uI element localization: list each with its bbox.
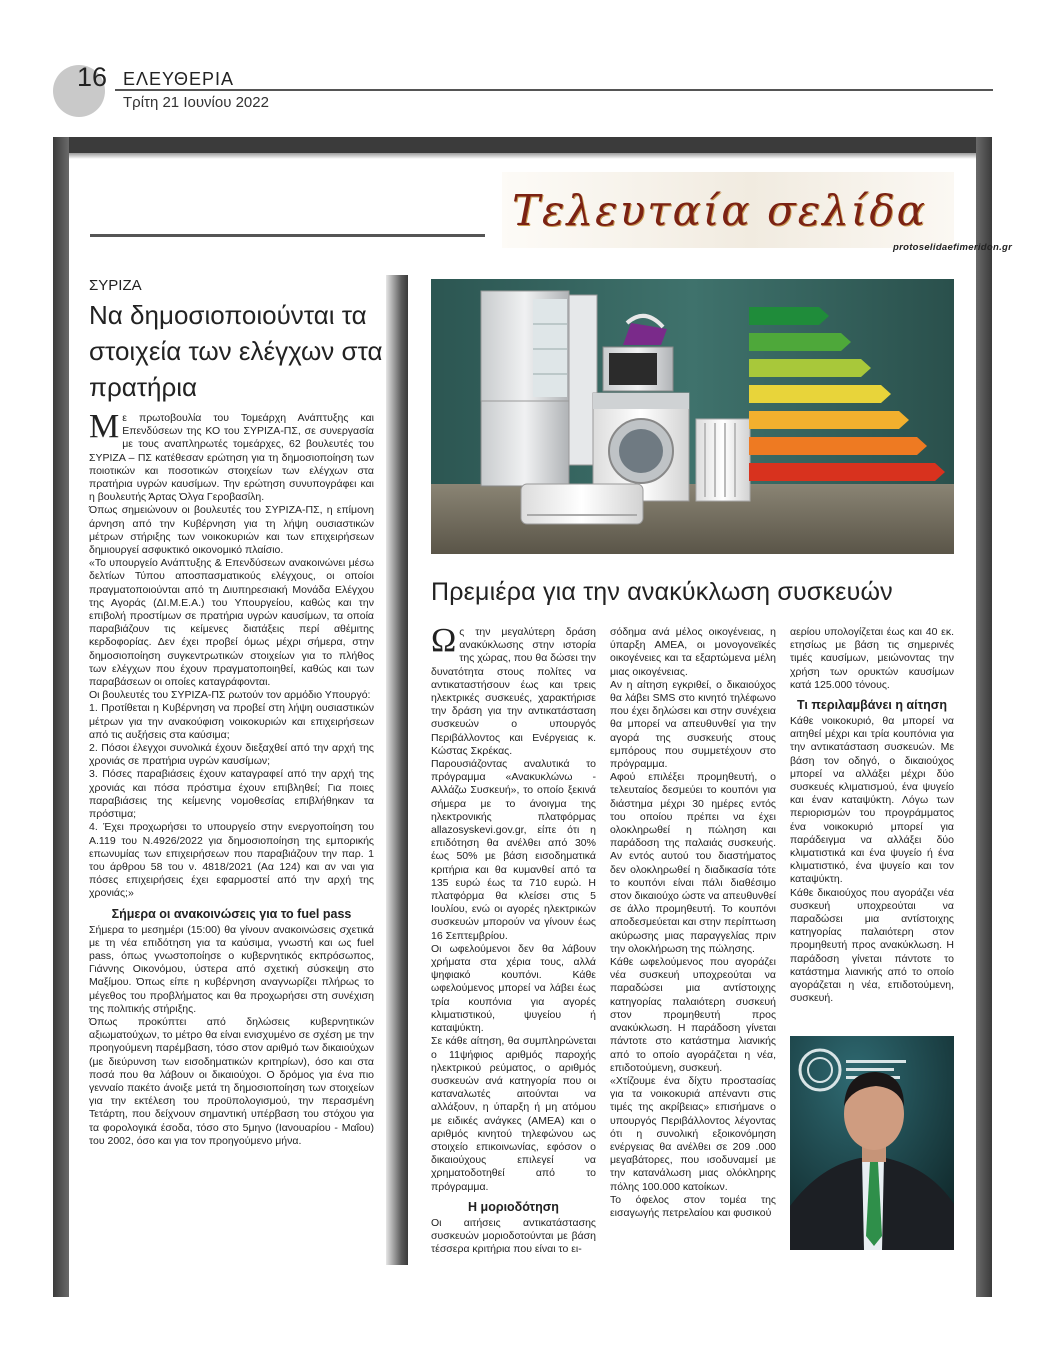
source-watermark: protoselidaefimeridon.gr [893, 242, 1013, 253]
header-rule [115, 89, 993, 91]
question-item: 1. Προτίθεται η Κυβέρνηση να προβεί στη λήψη ουσιαστικών μέτρων για την ανακούφιση νοικοκυριών και επιχειρήσεων από τις αυξήσεις στα καύσιμα; [89, 702, 374, 741]
frame-top-bar [53, 137, 991, 153]
main-article-paragraph: Οι αιτήσεις αντικατάστασης συσκευών μοριοδοτούνται με βάση τέσσερα κριτήρια που είναι το ει- [431, 1216, 596, 1256]
left-article-paragraph: Όπως προκύπτει από δηλώσεις κυβερνητικών αξιωματούχων, το μέτρο θα είναι ενισχυμένο σε σχέση με την προηγούμενη παρέμβαση, τόσο στον αριθμό των δικαιούχων (με διεύρυνση των εισοδηματικών κριτηρίων), όσο και στα ποσά που θα λάβουν οι δικαιούχοι. Ο δρόμος για ένα πιο γενναίο πακέτο άνοιξε μετά τη δημοσιοποίηση των στοιχείων για την εκτέλεση του προϋπολογισμού, την περασμένη Τετάρτη, που δείχνουν σημαντική υπέρβαση του στόχου για τα φορολογικά έσοδα, τόσο στο 5μηνο (Ιανουαρίου - Μαΐου) του 2002, όσο και για τον προηγούμενο μήνα. [89, 1015, 374, 1147]
main-article-column-1 [431, 622, 596, 1256]
left-article-paragraph: «Το υπουργείο Ανάπτυξης & Επενδύσεων ανακοινώνει μέσω δελτίων Τύπου αποσπασματικούς ελέγχους, οι οποίοι πραγματοποιούνται από τη Διυπηρεσιακή Μονάδα Ελέγχου της Αγοράς (ΔΙ.Μ.Ε.Α.) του Υπουργείου, καθώς και την επιβολή προστίμων σε πρατήρια υγρών καυσίμων, τα οποία παραβιάζουν τις κείμενες διατάξεις περί αθέμιτης κερδοφορίας. Δεν έχει προβεί όμως μέχρι σήμερα, στην δημοσιοποίηση συγκεντρωτικών στοιχείων για το πλήθος των ελέγχων που έχουν πραγματοποιηθεί, καθώς και των παραβάσεων οι οποίες καταγράφονται. [89, 557, 374, 689]
main-article-paragraph: Το όφελος στον τομέα της εισαγωγής πετρελαίου και φυσικού [610, 1193, 776, 1219]
minister-portrait [790, 1036, 954, 1250]
main-article-paragraph: Αν η αίτηση εγκριθεί, ο δικαιούχος θα λάβει SMS στο κινητό τηλέφωνο που έχει δηλώσει και στην συνέχεια θα μπορεί να απευθυνθεί για την αγορά της συσκευής στους εμπόρους που συμμετέχουν στο πρόγραμμα. [610, 678, 776, 771]
frame-right-bar [976, 137, 992, 1297]
appliances-photo [431, 279, 954, 554]
main-article-paragraph: αερίου υπολογίζεται έως και 40 εκ. ετησίως με βάση τις σημερινές τιμές καυσίμων, μειώνοντας την χρήση των ορυκτών καυσίμων κατά 125.000 τόνους. [790, 626, 954, 691]
frame-left-bar [53, 137, 69, 1297]
newspaper-name: ΕΛΕΥΘΕΡΙΑ [123, 69, 235, 89]
main-article-paragraph: «Χτίζουμε ένα δίχτυ προστασίας για τα νοικοκυριά απέναντι στις τιμές της ακρίβειας» επισήμανε ο υπουργός Περιβάλλοντος λέγοντας ότι η συνολική εξοικονόμηση ενέργειας θα ανέλθει σε 209 .000 μεγαβάτορες, που ισοδυναμεί με την κατανάλωση μιας ολόκληρης πόλης 100.000 κατοίκων. [610, 1074, 776, 1193]
left-article-paragraph: Με πρωτοβουλία του Τομεάρχη Ανάπτυξης και Επενδύσεων της ΚΟ του ΣΥΡΙΖΑ-ΠΣ, σε συνεργασία με τους αναπληρωτές τομεάρχες, 62 βουλευτές του ΣΥΡΙΖΑ – ΠΣ κατέθεσαν ερώτηση για τη δημοσιοποίηση των ποιοτικών και ποσοτικών στοιχείων των ελέγχων στα πρατήρια υγρών καυσίμων. Την ερώτηση συνυπογράφει και η βουλευτής Άρτας Όλγα Γεροβασίλη. [89, 408, 374, 504]
main-article-paragraph: Οι ωφελούμενοι δεν θα λάβουν χρήματα στα χέρια τους, αλλά ψηφιακό κουπόνι. Κάθε ωφελούμενος μπορεί να λάβει έως τρία κουπόνια για αγορές κλιματιστικού, ψυγείου ή καταψύκτη. [431, 942, 596, 1035]
left-article-headline: Να δημοσιοποιούνται τα στοιχεία των ελέγχων στα πρατήρια [89, 300, 383, 402]
main-article-subheading: Τι περιλαμβάνει η αίτηση [796, 698, 947, 713]
page-number: 16 [77, 62, 108, 92]
main-article-column-3 [790, 626, 954, 1028]
banner-rule [90, 234, 485, 237]
column-divider [386, 275, 408, 1265]
main-article-title: Πρεμιέρα για την ανακύκλωση συσκευών [431, 578, 893, 606]
issue-date: Τρίτη 21 Ιουνίου 2022 [123, 94, 269, 111]
main-article-paragraph: Κάθε νοικοκυριό, θα μπορεί να αιτηθεί μέχρι και τρία κουπόνια για την αντικατάσταση συσκευών. Με βάση τον οδηγό, ο δικαιούχος μπορεί να αλλάξει μέχρι δύο συσκευές κλιματισμού, ένα ψυγείο και έναν καταψύκτη. Λόγω των περιορισμών του προγράμματος ένα νοικοκυριό μπορεί για παράδειγμα να αλλάξει δύο κλιματιστικά και ένα ψυγείο ή ένα κλιματιστικό, ένα ψυγείο και τον καταψύκτη. [790, 715, 954, 886]
main-article-paragraph: Αφού επιλέξει προμηθευτή, ο τελευταίος δεσμεύει το κουπόνι για διάστημα μέχρι 30 ημέρες εντός του οποίου πρέπει να έχει ολοκληρωθεί η πώληση και παράδοση της παλαιάς συσκευής. Αν εντός αυτού του διαστήματος δεν ολοκληρωθεί η διαδικασία τότε το κουπόνι είναι πάλι διαθέσιμο στον δικαιούχο ώστε να απευθυνθεί σε άλλο προμηθευτή. Το κουπόνι αποδεσμεύεται και στην περίπτωση ακύρωσης μιας παραγγελίας πριν την ολοκλήρωση της πώλησης. [610, 771, 776, 955]
left-article-body [89, 408, 374, 1272]
main-article-paragraph: Ως την μεγαλύτερη δράση ανακύκλωσης στην ιστορία της χώρας, που θα δώσει την δυνατότητα στους πολίτες να αντικαταστήσουν έως και τρεις ηλεκτρικές συσκευές, χαρακτήρισε την δράση για την αντικατάσταση συσκευών ο υπουργός Περιβάλλοντος και Ενέργειας κ. Κώστας Σκρέκας. [431, 622, 596, 757]
left-article-paragraph: Σήμερα το μεσημέρι (15:00) θα γίνουν ανακοινώσεις σχετικά με τη νέα επιδότηση για τα καύσιμα, γνωστή και ως fuel pass, όπως γνωστοποίησε ο κυβερνητικός εκπρόσωπος, Γιάννης Οικονόμου, ύστερα από σχετική σύσκεψη στο Μαξίμου. Όπως είπε η κυβέρνηση αναγνωρίζει πλήρως το μέγεθος του προβλήματος και θα προχωρήσει στη συνέχιση της πολιτικής στήριξης. [89, 923, 374, 1015]
question-item: 2. Πόσοι έλεγχοι συνολικά έχουν διεξαχθεί από την αρχή της χρονιάς σε πρατήρια υγρών καυσίμων; [89, 742, 374, 768]
question-item: 3. Πόσες παραβιάσεις έχουν καταγραφεί από την αρχή της χρονιάς και πόσα πρόστιμα έχουν επιβληθεί; Για ποιες παραβιάσεις της κείμενης νομοθεσίας επιβλήθηκαν τα πρόστιμα; [89, 768, 374, 821]
dropcap: Μ [89, 408, 120, 445]
section-title: Τελευταία σελίδα [512, 186, 927, 235]
main-article-paragraph: Σε κάθε αίτηση, θα συμπληρώνεται ο 11ψήφιος αριθμός παροχής ηλεκτρικού ρεύματος, ο αριθμός συσκευών ανά κατηγορία που οι καταναλωτές αιτούνται να αλλάξουν, η ύπαρξη ή μη ατόμου με ειδικές ανάγκες (ΑΜΕΑ) και ο αριθμός κινητού τηλεφώνου ως στοιχείο επικοινωνίας, εφόσον ο δικαιούχους επιλεγεί να χρηματοδοτηθεί από το πρόγραμμα. [431, 1035, 596, 1193]
main-article-subheading: Η μοριοδότηση [468, 1199, 559, 1214]
frame-top-shadow [53, 153, 991, 159]
left-article-paragraph: Οι βουλευτές του ΣΥΡΙΖΑ-ΠΣ ρωτούν τον αρμόδιο Υπουργό: [89, 689, 371, 702]
main-article-column-2 [610, 626, 776, 1256]
question-item: 4. Έχει προχωρήσει το υπουργείο στην ενεργοποίηση του Α.119 του Ν.4926/2022 για δημοσιοποίηση της εμπορικής επωνυμίας των επιχειρήσεων που παραβιάζουν την παρ. 1 του άρθρου 58 του ν. 4818/2021 (Αα 124) και αν ναι για πόσες επιχειρήσεις έχει εφαρμοστεί από την αρχή της χρονιάς;» [89, 821, 374, 900]
main-article-paragraph: σόδημα ανά μέλος οικογένειας, η ύπαρξη ΑΜΕΑ, οι μονογονεϊκές οικογένειες και τα εξαρτώμενα μέλη μιας οικογένειας. [610, 626, 776, 678]
left-article-paragraph: Όπως σημειώνουν οι βουλευτές του ΣΥΡΙΖΑ-ΠΣ, η επίμονη άρνηση από την Κυβέρνηση για τη λήψη ουσιαστικών μέτρων στήριξης των νοικοκυριών και των επιχειρήσεων δημιουργεί ασφυκτικό οικονομικό πλαίσιο. [89, 504, 374, 557]
dropcap: Ω [431, 622, 457, 659]
main-article-paragraph: Παρουσιάζοντας αναλυτικά το πρόγραμμα «Ανακυκλώνω - Αλλάζω Συσκευή», το οποίο ξεκινά σήμερα με το άνοιγμα της ηλεκτρονικής πλατφόρμας allazosyskevi.gov.gr, είπε ότι η επιδότηση θα ανέλθει από 30% έως 50% με βάση εισοδηματικά κριτήρια και θα κυμανθεί από τα 135 ευρώ έως τα 710 ευρώ. Η πλατφόρμα θα κλείσει στις 5 Ιουλίου, ενώ οι αγορές ηλεκτρικών συσκευών μπορούν να γίνουν έως 16 Σεπτεμβρίου. [431, 758, 596, 942]
left-article-subheading: Σήμερα οι ανακοινώσεις για το fuel pass [111, 906, 352, 921]
article-tag: ΣΥΡΙΖΑ [89, 277, 142, 294]
main-article-paragraph: Κάθε ωφελούμενος που αγοράζει νέα συσκευή υποχρεούται να παραδώσει μια αντίστοιχης κατηγορίας παλαιότερη συσκευή στον προμηθευτή προς ανακύκλωση. Η παράδοση γίνεται πάντοτε στο κατάστημα λιανικής από το οποίο αγοράζεται η νέα, επιδοτούμενη, συσκευή. [610, 956, 776, 1074]
main-article-paragraph: Κάθε δικαιούχος που αγοράζει νέα συσκευή υποχρεούται να παραδώσει μια αντίστοιχης κατηγορίας παλαιότερη στον προμηθευτή προς ανακύκλωση. Η παράδοση γίνεται πάντοτε το κατάστημα λιανικής από το οποίο αγοράζεται η νέα, επιδοτούμενη, συσκευή. [790, 886, 954, 1005]
